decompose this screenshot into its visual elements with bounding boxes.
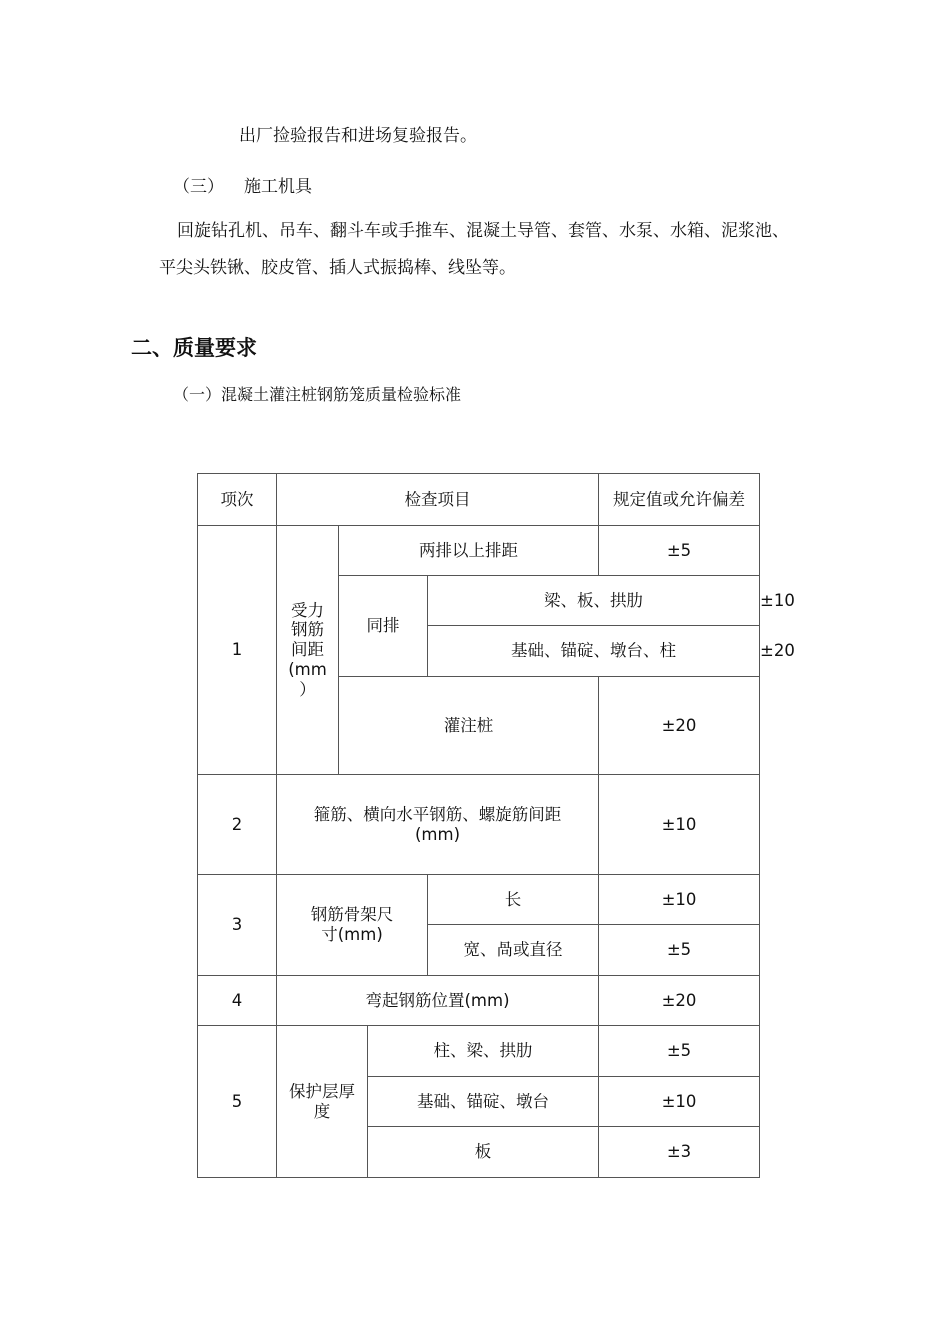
table-row <box>198 875 760 925</box>
paragraph-line: 回旋钻孔机、吊车、翻斗车或手推车、混凝土导管、套管、水泵、水箱、泥浆池、 <box>177 221 789 241</box>
item-cell: 板 <box>368 1127 599 1178</box>
value-cell: ±10 <box>599 875 760 925</box>
item-cell: 长 <box>428 875 599 925</box>
header-item: 检查项目 <box>277 474 599 526</box>
value-cell: ±5 <box>599 925 760 976</box>
value-cell: ±3 <box>599 1127 760 1178</box>
table-header-row <box>198 474 760 526</box>
item-cell: 柱、梁、拱肋 <box>368 1026 599 1077</box>
table-row: 基础、锚碇、墩台、柱 ±20 <box>198 626 760 677</box>
table-row <box>198 976 760 1026</box>
subheading: 施工机具 <box>244 177 312 197</box>
item-cell: 灌注桩 <box>339 677 599 775</box>
item-cell: 梁、板、拱肋 <box>428 576 760 626</box>
header-no: 项次 <box>198 474 277 526</box>
row-number: 3 <box>198 875 277 976</box>
item-cell: 两排以上排距 <box>339 526 599 576</box>
section-heading: 二、质量要求 <box>131 336 257 360</box>
header-tolerance: 规定值或允许偏差 <box>599 474 760 526</box>
value-cell: ±5 <box>599 526 760 576</box>
table-row <box>198 775 760 875</box>
item-cell: 宽、咼或直径 <box>428 925 599 976</box>
value-cell: ±10 <box>599 1077 760 1127</box>
row-number: 2 <box>198 775 277 875</box>
value-cell: ±5 <box>599 1026 760 1077</box>
table-row: 同排 梁、板、拱肋 ±10 <box>198 576 760 626</box>
row-number: 1 <box>198 526 277 775</box>
table-row <box>198 526 760 576</box>
list-number: （三） <box>173 177 224 197</box>
row-number: 5 <box>198 1026 277 1178</box>
value-cell: ±20 <box>599 677 760 775</box>
table-caption: （一）混凝土灌注桩钢筋笼质量检验标准 <box>173 385 462 404</box>
quality-standard-table <box>197 473 795 1178</box>
group-label: 保护层厚 度 <box>277 1026 368 1178</box>
table-row <box>198 1026 760 1077</box>
item-cell: 基础、锚碇、墩台 <box>368 1077 599 1127</box>
group-label: 钢筋骨架尺 寸(mm) <box>277 875 428 976</box>
row-number: 4 <box>198 976 277 1026</box>
item-cell: 基础、锚碇、墩台、柱 <box>428 626 760 677</box>
paragraph-text: 出厂捡验报告和进场复验报告。 <box>239 126 477 146</box>
value-cell: ±20 <box>599 976 760 1026</box>
paragraph-line: 平尖头铁锹、胶皮管、插人式振捣棒、线坠等。 <box>159 258 516 278</box>
sub-group-label: 同排 <box>339 576 428 677</box>
item-cell: 箍筋、横向水平钢筋、螺旋筋间距 (mm) <box>277 775 599 875</box>
value-cell: ±10 <box>599 775 760 875</box>
item-cell: 弯起钢筋位置(mm) <box>277 976 599 1026</box>
group-label: 受力 钢筋 间距 (mm ） <box>277 526 339 775</box>
